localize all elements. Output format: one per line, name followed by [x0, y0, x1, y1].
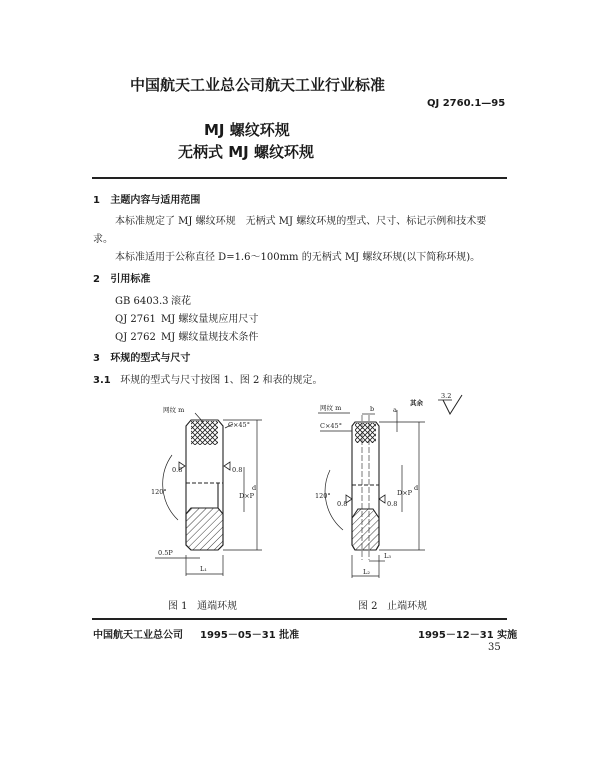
fig1-label-halfp: 0.5P: [158, 549, 173, 557]
fig2-label-a: a: [393, 406, 397, 414]
org-standard-heading: 中国航天工业总公司航天工业行业标准: [130, 76, 386, 94]
surface-roughness-value: 3.2: [441, 392, 452, 400]
title-line2: 无柄式 MJ 螺纹环规: [178, 143, 314, 161]
paragraph: 本标准适用于公称直径 D=1.6～100mm 的无柄式 MJ 螺纹环规(以下简称环规)。: [115, 252, 481, 263]
surface-note: 其余: [410, 399, 423, 407]
fig2-label-rough-left: 0.8: [337, 500, 348, 508]
fig2-label-angle: 120°: [315, 492, 331, 500]
fig2-label-d: d: [414, 484, 419, 492]
section-title: 引用标准: [110, 274, 151, 285]
fig2-label-l3: L₃: [384, 552, 391, 560]
fig2-label-dp: D×P: [397, 489, 413, 497]
fig1-label-d: d: [252, 484, 257, 492]
section-title: 主题内容与适用范围: [110, 195, 201, 206]
reference-name: 滚花: [171, 296, 191, 307]
caption-text: 止端环规: [387, 601, 428, 612]
caption-number: 图 1: [168, 601, 188, 612]
fig2-label-chamfer: C×45°: [320, 422, 342, 430]
fig2-label-l2: L₂: [363, 568, 370, 576]
footer-divider: [92, 618, 507, 620]
reference-name: MJ 螺纹量规应用尺寸: [161, 314, 259, 325]
caption-text: 通端环规: [197, 601, 238, 612]
reference-code: QJ 2761: [115, 314, 156, 325]
fig2-label-knurl: 网纹 m: [320, 404, 342, 412]
fig2-label-b: b: [370, 405, 375, 413]
footer-effective-date: 1995－12－31 实施: [418, 630, 518, 641]
reference-code: QJ 2762: [115, 332, 156, 343]
section-title: 环规的型式与尺寸: [110, 353, 191, 364]
title-line1: MJ 螺纹环规: [204, 121, 290, 139]
fig1-label-dp: D×P: [239, 492, 255, 500]
paragraph: 求。: [93, 234, 113, 245]
fig1-label-chamfer: C×45°: [228, 421, 250, 429]
standard-code: QJ 2760.1—95: [427, 98, 506, 109]
section-number: 3: [93, 353, 100, 364]
figure-1-caption: [168, 597, 237, 612]
fig2-label-rough-right: 0.8: [387, 500, 398, 508]
fig1-label-angle: 120°: [151, 488, 167, 496]
figure-2-caption: [358, 597, 427, 612]
fig1-label-l1: L₁: [200, 565, 207, 573]
fig1-label-knurl: 网纹 m: [163, 406, 185, 414]
section-number: 2: [93, 274, 100, 285]
reference-code: GB 6403.3: [115, 296, 169, 307]
paragraph: 本标准规定了 MJ 螺纹环规 无柄式 MJ 螺纹环规的型式、尺寸、标记示例和技术要: [115, 216, 487, 227]
subsection-text: 环规的型式与尺寸按图 1、图 2 和表的规定。: [120, 375, 323, 386]
footer-publisher: 中国航天工业总公司: [93, 630, 183, 641]
reference-name: MJ 螺纹量规技术条件: [161, 332, 259, 343]
fig1-label-rough-right: 0.8: [232, 466, 243, 474]
caption-number: 图 2: [358, 601, 378, 612]
subsection-number: 3.1: [93, 375, 111, 386]
page-number: 35: [488, 642, 501, 653]
footer-approved-date: 1995－05－31 批准: [200, 630, 300, 641]
section-number: 1: [93, 195, 100, 206]
fig1-label-rough-left: 0.8: [172, 466, 183, 474]
